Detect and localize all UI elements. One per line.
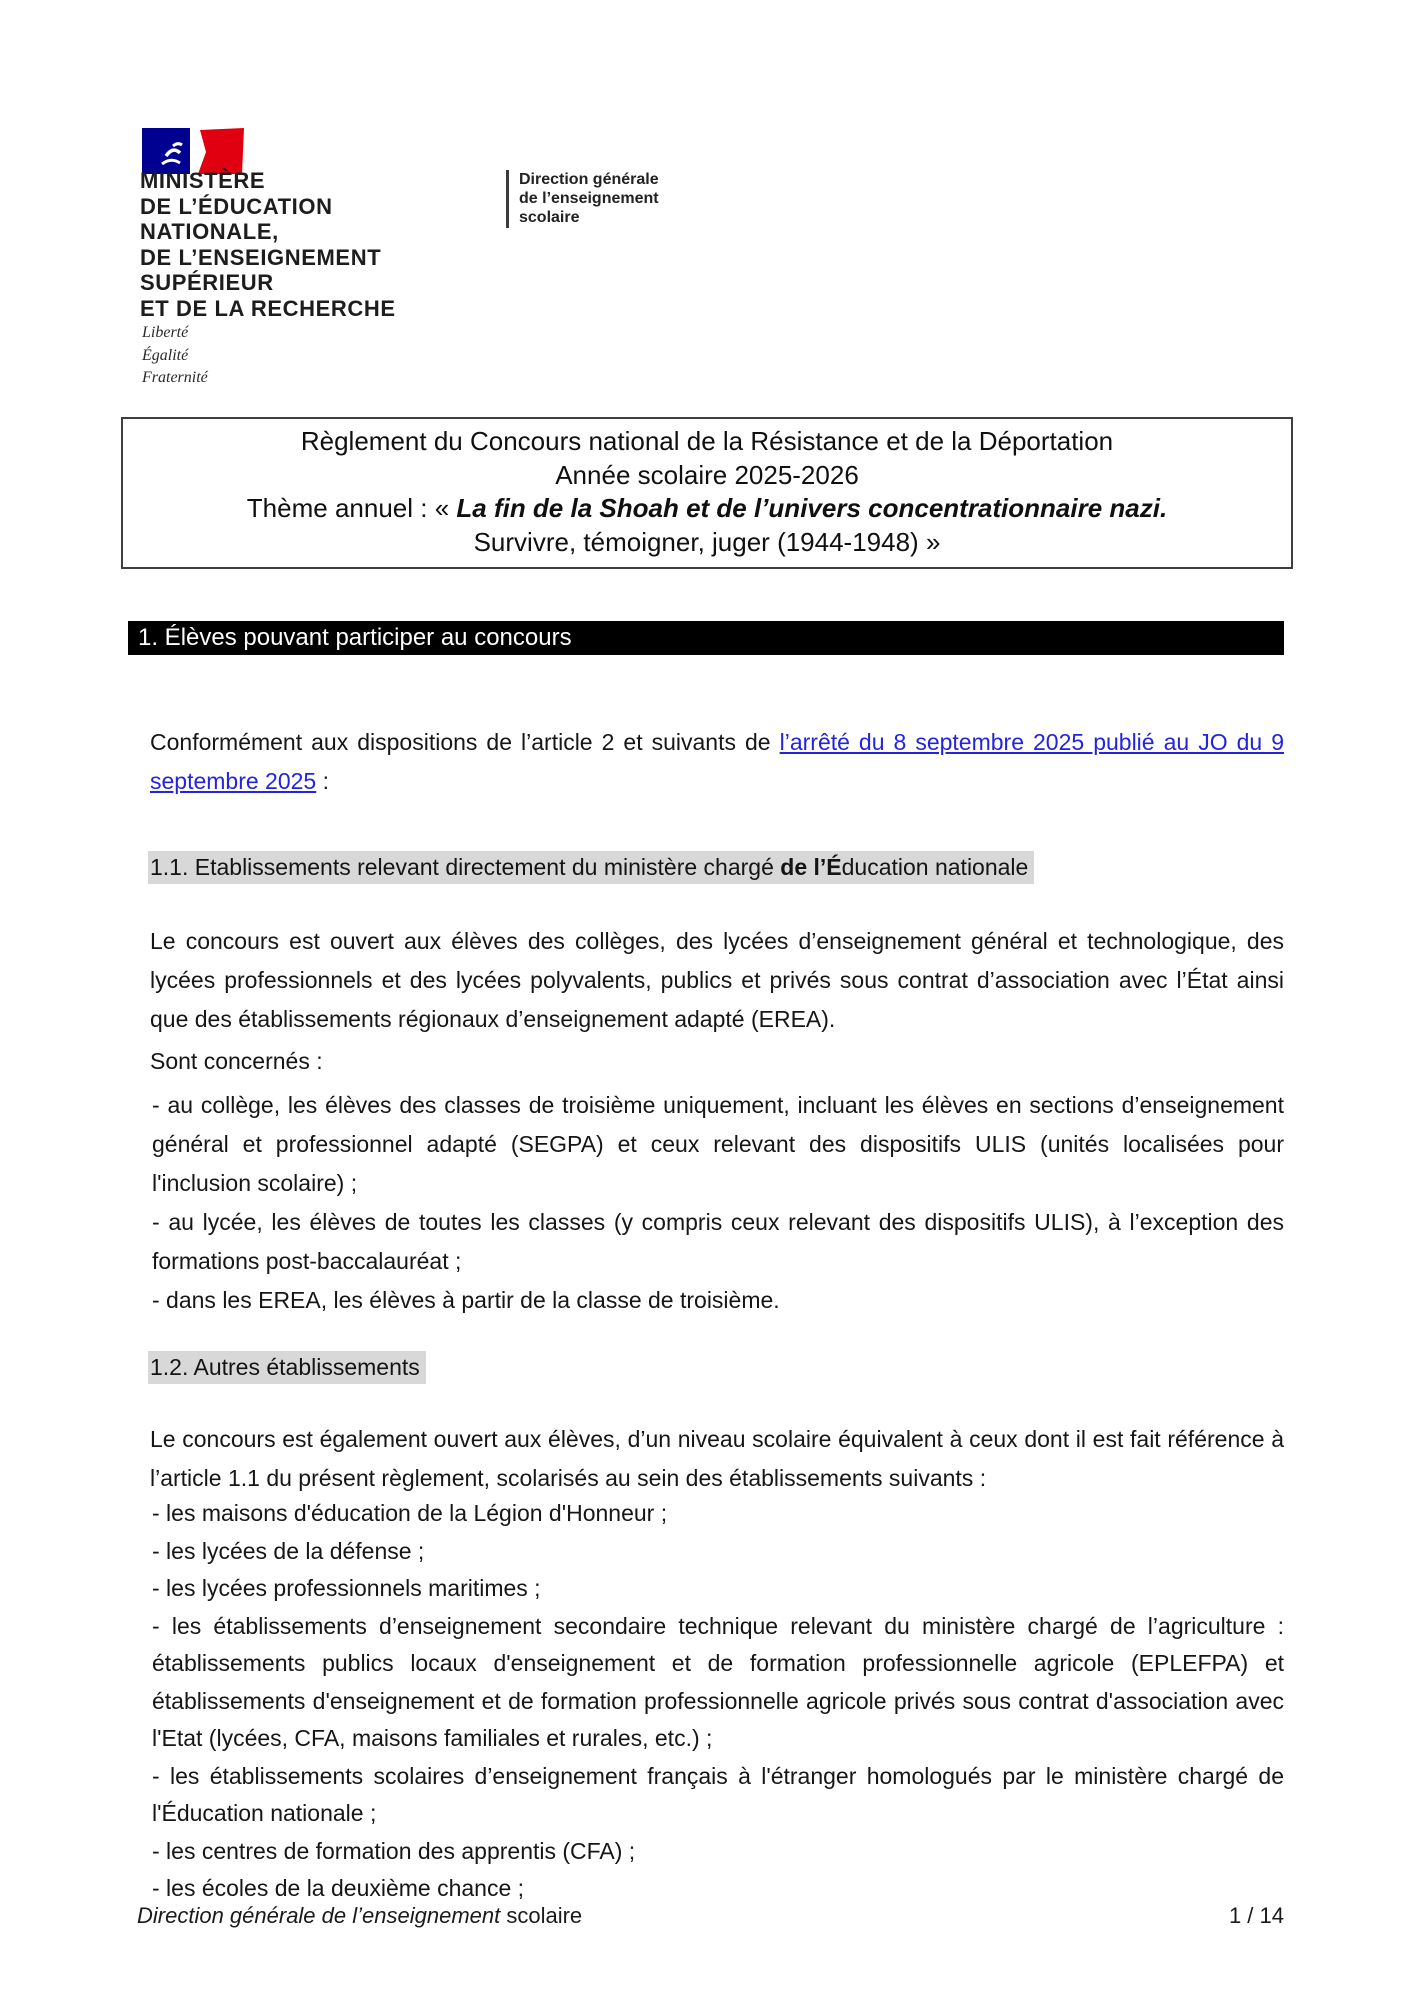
list-item: - les centres de formation des apprentis (CFA) ; [152,1837,636,1864]
motto-line: Fraternité [142,369,208,386]
list-item: - au collège, les élèves des classes de troisième uniquement, incluant les élèves en sections d’enseignement général et professionnel adapté (SEGPA) et ceux relevant des dispositifs ULIS (unités localisées pour l'inclusion scolaire) ; [152,1092,1284,1196]
title-line-1: Règlement du Concours national de la Résistance et de la Déportation [300,426,1114,456]
ministry-wordmark [140,168,396,321]
ministry-line: SUPÉRIEUR [140,270,274,295]
list-item: - les établissements d’enseignement secondaire technique relevant du ministère chargé de l’agriculture : établissements publics locaux d'enseignement et de formation professionnelle agricole (EPLEFPA) et établissements d'enseignement et de formation professionnelle agricole privés sous contrat d'association avec l'Etat (lycées, CFA, maisons familiales et rurales, etc.) ; [152,1612,1284,1751]
motto-line: Égalité [142,346,189,364]
footer-direction-label [137,1903,582,1929]
heading-text: 1.1. Etablissements relevant directement du ministère chargé [150,854,781,880]
footer-italic-text: Direction générale de l’enseignement [137,1903,501,1928]
ministry-line: DE L’ÉDUCATION [140,193,333,219]
arrete-link[interactable]: l’arrêté du 8 septembre 2025 publié au JO du 9 septembre 2025 [150,729,1284,794]
theme-label: Thème annuel : « [246,493,457,523]
direction-generale-block [506,170,659,228]
title-line-3 [135,492,1279,526]
eligible-students-list [152,1086,1284,1320]
ministry-line: NATIONALE, [140,219,279,244]
document-title-box [121,417,1293,569]
page-number: 1 / 14 [1228,1903,1284,1928]
ministry-line: DE L’ENSEIGNEMENT [140,244,382,270]
list-item: - les établissements scolaires d’enseignement français à l'étranger homologués par le ministère chargé de l'Éducation nationale ; [152,1762,1284,1826]
section-1-heading-bar: 1. Élèves pouvant participer au concours [128,621,1284,655]
list-item: - les écoles de la deuxième chance ; [152,1875,525,1901]
paragraph-1-1: Le concours est ouvert aux élèves des collèges, des lycées d’enseignement général et technologique, des lycées professionnels et des lycées polyvalents, publics et privés sous contrat d’association avec l’État ainsi que des établissements régionaux d’enseignement adapté (EREA). [150,928,1284,1032]
subsection-1-2-heading [148,1352,426,1382]
other-establishments-list [152,1495,1284,1908]
highlighted-heading-text: 1.2. Autres établissements [148,1351,426,1384]
list-item: - les lycées de la défense ; [152,1537,425,1564]
title-line-4: Survivre, témoigner, juger (1944-1948) » [473,526,941,557]
intro-paragraph [150,723,1284,801]
vertical-divider [506,170,509,228]
list-item: - dans les EREA, les élèves à partir de la classe de troisième. [152,1287,780,1313]
list-item: - les lycées professionnels maritimes ; [152,1575,541,1601]
direction-generale-label [519,170,659,228]
heading-bold-text: de l’É [780,854,842,880]
subsection-1-1-heading [148,852,1034,882]
paragraph-1-2: Le concours est également ouvert aux élèves, d’un niveau scolaire équivalent à ceux dont il est fait référence à l’article 1.1 du présent règlement, scolarisés au sein des établissements suivants : [150,1426,1284,1491]
footer-regular-text: scolaire [500,1903,583,1928]
ministry-line: ET DE LA RECHERCHE [140,295,396,321]
list-item: - les maisons d'éducation de la Légion d'Honneur ; [152,1500,668,1526]
direction-line: Direction générale [519,171,659,188]
heading-text: ducation nationale [841,854,1029,880]
title-line-2: Année scolaire 2025-2026 [555,459,859,490]
intro-text: Conformément aux dispositions de l’article 2 et suivants de [150,729,780,755]
republic-motto [142,322,208,390]
direction-line: de l’enseignement [519,190,659,207]
page-footer [137,1903,1284,1929]
highlighted-heading-text [148,851,1034,884]
list-item: - au lycée, les élèves de toutes les classes (y compris ceux relevant des dispositifs ULIS), à l’exception des formations post-baccalauréat ; [152,1209,1284,1274]
list-lead-in: Sont concernés : [150,1048,323,1074]
direction-line: scolaire [519,209,580,226]
annual-theme: La fin de la Shoah et de l’univers concentrationnaire nazi. [456,493,1168,523]
motto-line: Liberté [142,324,189,341]
intro-text-suffix: : [316,768,330,794]
ministry-line: MINISTÈRE [140,168,266,193]
